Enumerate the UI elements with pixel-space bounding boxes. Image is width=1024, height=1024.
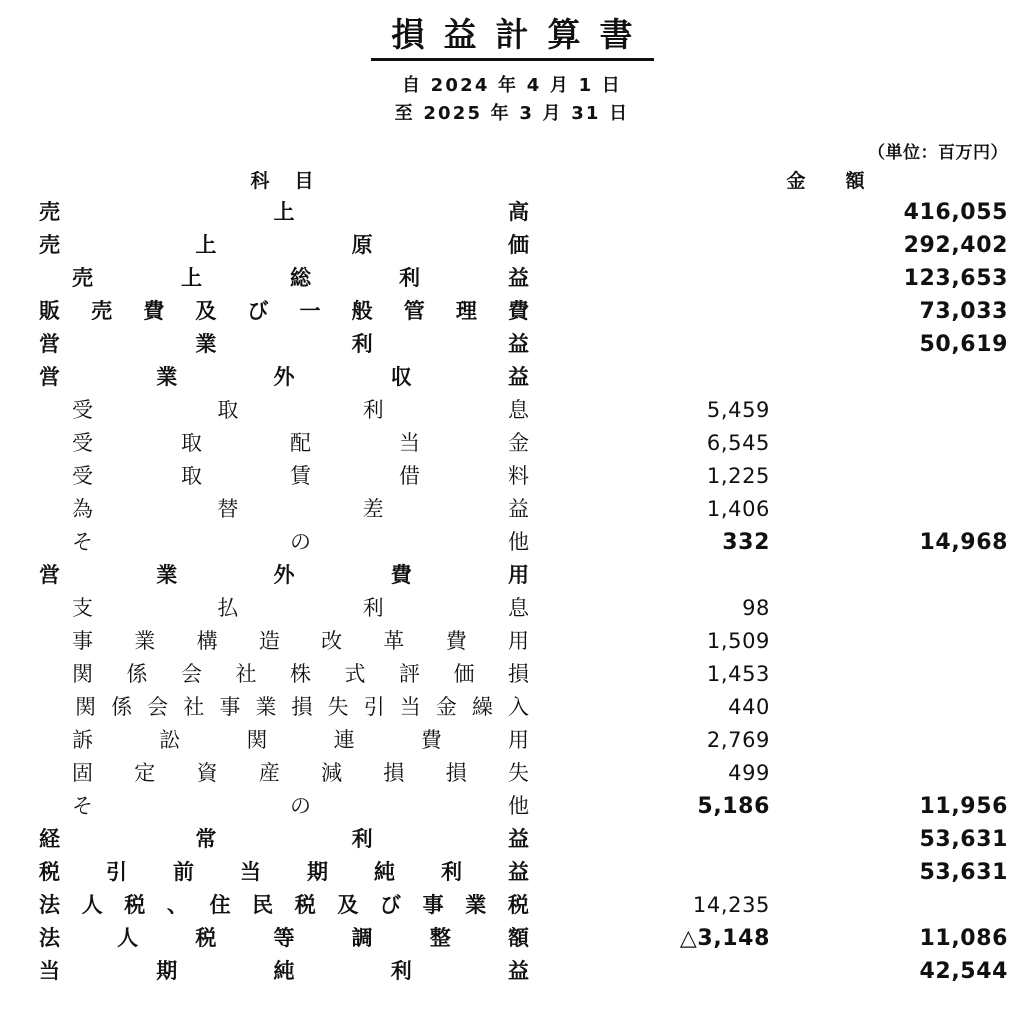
account-name-cell: [17, 460, 547, 493]
account-name-cell: [17, 790, 547, 823]
table-row: [17, 295, 1008, 328]
account-name-cell: [17, 493, 547, 526]
account-name-label: 受 取 配 当 金: [72, 431, 529, 455]
period-to: 至 2025 年 3 月 31 日: [394, 102, 630, 124]
table-row: [17, 427, 1008, 460]
total-amount-cell: [770, 526, 1008, 559]
sub-amount-cell: [547, 790, 770, 823]
page-title: 損益計算書: [371, 17, 654, 61]
total-amount-cell: [770, 955, 1008, 988]
table-row: [17, 559, 1008, 592]
account-name-cell: [17, 922, 547, 955]
account-name-cell: [17, 724, 547, 757]
sub-amount-cell: [547, 295, 770, 328]
account-name-cell: [17, 559, 547, 592]
sub-amount-cell: [547, 262, 770, 295]
account-name-cell: [17, 196, 547, 229]
account-name-cell: [17, 658, 547, 691]
table-row: [17, 493, 1008, 526]
table-row: [17, 394, 1008, 427]
total-amount-value: 53,631: [919, 860, 1009, 885]
total-amount-value: 292,402: [903, 233, 1009, 258]
table-row: [17, 658, 1008, 691]
total-amount-cell: [770, 559, 1008, 592]
account-name-label: 法 人 税 、 住 民 税 及 び 事 業 税: [39, 893, 529, 917]
period-block: [0, 72, 1024, 128]
account-name-cell: [17, 625, 547, 658]
total-amount-cell: [770, 361, 1008, 394]
table-row: [17, 922, 1008, 955]
account-name-cell: [17, 394, 547, 427]
sub-amount-cell: [547, 526, 770, 559]
sub-amount-cell: [547, 361, 770, 394]
account-name-cell: [17, 229, 547, 262]
account-name-label: 受 取 賃 借 料: [72, 464, 529, 488]
account-name-label: そ の 他: [72, 794, 529, 818]
sub-amount-value: 98: [742, 596, 770, 620]
account-name-label: 事 業 構 造 改 革 費 用: [72, 629, 529, 653]
account-name-label: 売 上 高: [39, 200, 529, 224]
sub-amount-value: 1,406: [706, 497, 770, 521]
total-amount-cell: [770, 493, 1008, 526]
sub-amount-cell: [547, 229, 770, 262]
total-amount-value: 73,033: [919, 299, 1009, 324]
table-row: [17, 856, 1008, 889]
total-amount-cell: [770, 460, 1008, 493]
table-body: [17, 196, 1008, 988]
account-name-cell: [17, 592, 547, 625]
sub-amount-cell: [547, 559, 770, 592]
account-name-cell: [17, 856, 547, 889]
account-name-cell: [17, 427, 547, 460]
sub-amount-value: 1,453: [706, 662, 770, 686]
total-amount-cell: [770, 592, 1008, 625]
total-amount-cell: [770, 724, 1008, 757]
sub-amount-value: 499: [728, 761, 770, 785]
account-name-label: 法 人 税 等 調 整 額: [39, 926, 529, 950]
total-amount-cell: [770, 229, 1008, 262]
sub-amount-cell: [547, 955, 770, 988]
total-amount-cell: [770, 922, 1008, 955]
table-row: [17, 361, 1008, 394]
account-name-cell: [17, 955, 547, 988]
sub-amount-cell: [547, 460, 770, 493]
total-amount-value: 14,968: [919, 530, 1009, 555]
table-row: [17, 526, 1008, 559]
period-from: 自 2024 年 4 月 1 日: [402, 74, 622, 96]
total-amount-cell: [770, 790, 1008, 823]
total-amount-value: 50,619: [919, 332, 1009, 357]
table-row: [17, 790, 1008, 823]
sub-amount-value: 332: [722, 530, 770, 555]
sub-amount-cell: [547, 328, 770, 361]
account-name-label: 関 係 会 社 事 業 損 失 引 当 金 繰 入: [75, 695, 529, 719]
table-row: [17, 823, 1008, 856]
sub-amount-value: 1,509: [706, 629, 770, 653]
sub-amount-value: 5,459: [706, 398, 770, 422]
account-name-label: 固 定 資 産 減 損 損 失: [72, 761, 529, 785]
header-amount-cell: [547, 163, 1008, 196]
table-row: [17, 625, 1008, 658]
table-row: [17, 196, 1008, 229]
account-name-cell: [17, 262, 547, 295]
total-amount-cell: [770, 691, 1008, 724]
header-amount-label: 金額: [786, 170, 905, 192]
total-amount-cell: [770, 889, 1008, 922]
table-row: [17, 262, 1008, 295]
table-row: [17, 757, 1008, 790]
sub-amount-cell: [547, 691, 770, 724]
sub-amount-cell: [547, 889, 770, 922]
sub-amount-value: 1,225: [706, 464, 770, 488]
header-account-cell: [17, 163, 547, 196]
sub-amount-cell: [547, 856, 770, 889]
account-name-cell: [17, 757, 547, 790]
account-name-cell: [17, 823, 547, 856]
total-amount-value: 416,055: [903, 200, 1009, 225]
account-name-label: 税 引 前 当 期 純 利 益: [39, 860, 529, 884]
sub-amount-value: 440: [728, 695, 770, 719]
total-amount-value: 123,653: [903, 266, 1009, 291]
sub-amount-cell: [547, 625, 770, 658]
account-name-label: そ の 他: [72, 530, 529, 554]
account-name-cell: [17, 295, 547, 328]
table-row: [17, 955, 1008, 988]
table-row: [17, 691, 1008, 724]
table-row: [17, 889, 1008, 922]
account-name-label: 経 常 利 益: [39, 827, 529, 851]
income-statement-table: [17, 163, 1008, 988]
total-amount-value: 53,631: [919, 827, 1009, 852]
total-amount-cell: [770, 394, 1008, 427]
sub-amount-cell: [547, 658, 770, 691]
total-amount-cell: [770, 625, 1008, 658]
sub-amount-value: △3,148: [679, 926, 770, 951]
account-name-label: 営 業 外 費 用: [39, 563, 529, 587]
account-name-label: 関 係 会 社 株 式 評 価 損: [72, 662, 529, 686]
sub-amount-cell: [547, 757, 770, 790]
total-amount-cell: [770, 823, 1008, 856]
header-account-label: 科目: [250, 170, 339, 192]
sub-amount-cell: [547, 196, 770, 229]
total-amount-cell: [770, 427, 1008, 460]
account-name-label: 営 業 利 益: [39, 332, 529, 356]
total-amount-cell: [770, 196, 1008, 229]
table-row: [17, 724, 1008, 757]
table-row: [17, 592, 1008, 625]
total-amount-cell: [770, 757, 1008, 790]
sub-amount-value: 2,769: [706, 728, 770, 752]
sub-amount-cell: [547, 493, 770, 526]
sub-amount-cell: [547, 724, 770, 757]
account-name-label: 営 業 外 収 益: [39, 365, 529, 389]
account-name-label: 売 上 原 価: [39, 233, 529, 257]
total-amount-cell: [770, 295, 1008, 328]
table-row: [17, 229, 1008, 262]
total-amount-value: 11,086: [919, 926, 1009, 951]
account-name-cell: [17, 328, 547, 361]
sub-amount-cell: [547, 394, 770, 427]
sub-amount-cell: [547, 823, 770, 856]
sub-amount-cell: [547, 592, 770, 625]
total-amount-cell: [770, 262, 1008, 295]
account-name-label: 販 売 費 及 び 一 般 管 理 費: [39, 299, 529, 323]
account-name-label: 売 上 総 利 益: [72, 266, 529, 290]
account-name-label: 受 取 利 息: [72, 398, 529, 422]
total-amount-cell: [770, 328, 1008, 361]
unit-note: （単位：百万円）: [868, 142, 1008, 163]
header-row: [17, 163, 1008, 196]
title-block: [0, 0, 1024, 128]
account-name-cell: [17, 889, 547, 922]
sub-amount-cell: [547, 922, 770, 955]
table-row: [17, 328, 1008, 361]
account-name-label: 訴 訟 関 連 費 用: [72, 728, 529, 752]
account-name-label: 当 期 純 利 益: [39, 959, 529, 983]
total-amount-cell: [770, 658, 1008, 691]
table-row: [17, 460, 1008, 493]
sub-amount-value: 5,186: [697, 794, 770, 819]
table-header: [17, 163, 1008, 196]
account-name-cell: [17, 691, 547, 724]
account-name-cell: [17, 526, 547, 559]
sub-amount-cell: [547, 427, 770, 460]
account-name-cell: [17, 361, 547, 394]
account-name-label: 為 替 差 益: [72, 497, 529, 521]
sub-amount-value: 6,545: [706, 431, 770, 455]
account-name-label: 支 払 利 息: [72, 596, 529, 620]
total-amount-value: 42,544: [919, 959, 1009, 984]
sub-amount-value: 14,235: [692, 893, 770, 917]
total-amount-value: 11,956: [919, 794, 1009, 819]
total-amount-cell: [770, 856, 1008, 889]
